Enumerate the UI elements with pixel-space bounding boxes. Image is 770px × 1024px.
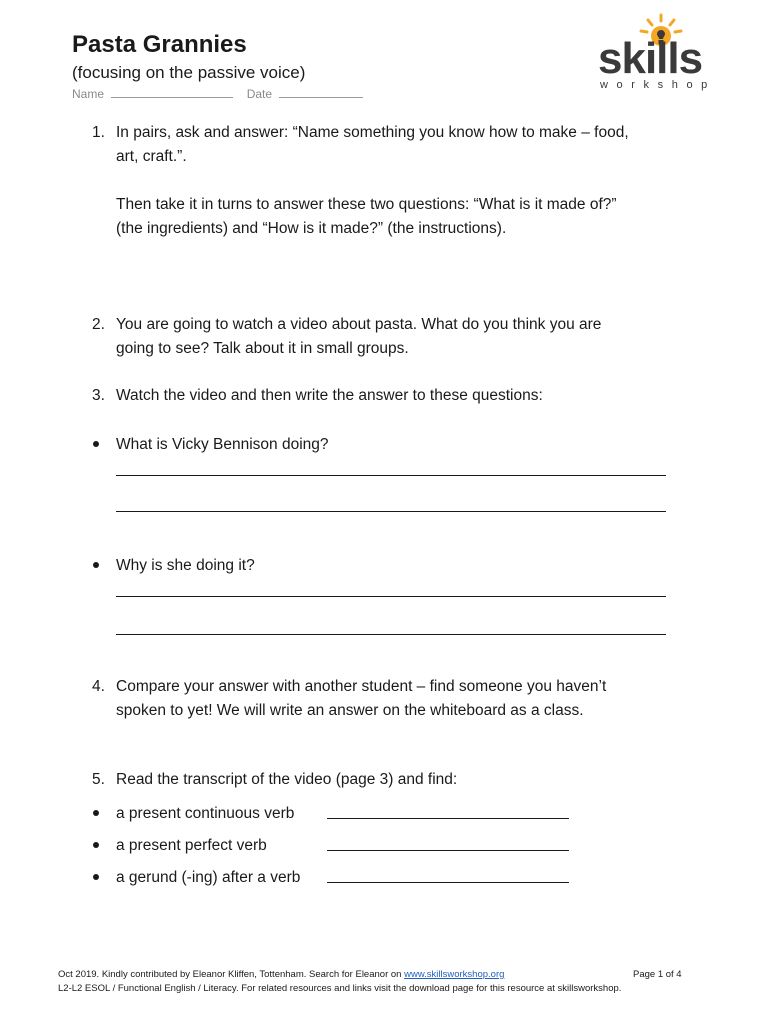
page-number: Page 1 of 4 [633,969,682,980]
footer-line1 [58,968,504,982]
logo-subtitle: workshop [600,79,716,91]
date-label: Date [246,87,273,101]
q5-item: a gerund (-ing) after a verb [116,869,301,886]
footer-line2: L2-L2 ESOL / Functional English / Literacy. For related resources and links visit the download page for this resource at skillsworkshop. [58,983,622,994]
name-date-row [72,86,363,101]
q2-line1: You are going to watch a video about pasta. What do you think you are [116,316,602,333]
name-blank [111,86,233,98]
q3-bullet1: What is Vicky Bennison doing? [116,436,329,453]
logo-wordmark: skills [598,34,703,83]
name-label: Name [72,87,105,101]
q3-line1: Watch the video and then write the answer to these questions: [116,387,543,404]
q2-line2: going to see? Talk about it in small groups. [116,340,409,357]
bullet-icon [93,874,99,880]
q4-number: 4. [92,678,105,695]
answer-line[interactable] [327,882,569,883]
date-blank [279,86,363,98]
answer-line[interactable] [116,511,666,512]
q1-line4: (the ingredients) and “How is it made?” (the instructions). [116,220,507,237]
bullet-icon [93,842,99,848]
q1-number: 1. [92,124,105,141]
answer-line[interactable] [327,850,569,851]
bullet-icon [93,562,99,568]
q1-line3: Then take it in turns to answer these two questions: “What is it made of?” [116,196,617,213]
q5-item: a present perfect verb [116,837,267,854]
bullet-icon [93,441,99,447]
q5-line1: Read the transcript of the video (page 3) and find: [116,771,458,788]
q5-number: 5. [92,771,105,788]
q2-number: 2. [92,316,105,333]
q1-line1: In pairs, ask and answer: “Name something you know how to make – food, [116,124,629,141]
footer-link[interactable]: www.skillsworkshop.org [404,969,505,980]
footer-credit: Oct 2019. Kindly contributed by Eleanor Kliffen, Tottenham. Search for Eleanor on [58,969,402,980]
q3-number: 3. [92,387,105,404]
q3-bullet2: Why is she doing it? [116,557,255,574]
answer-line[interactable] [116,475,666,476]
bullet-icon [93,810,99,816]
answer-line[interactable] [327,818,569,819]
q4-line2: spoken to yet! We will write an answer on the whiteboard as a class. [116,702,584,719]
answer-line[interactable] [116,596,666,597]
answer-line[interactable] [116,634,666,635]
q5-item: a present continuous verb [116,805,295,822]
page-title: Pasta Grannies [72,31,247,58]
q4-line1: Compare your answer with another student – find someone you haven’t [116,678,607,695]
q1-line2: art, craft.”. [116,148,187,165]
page-subtitle: (focusing on the passive voice) [72,63,306,82]
